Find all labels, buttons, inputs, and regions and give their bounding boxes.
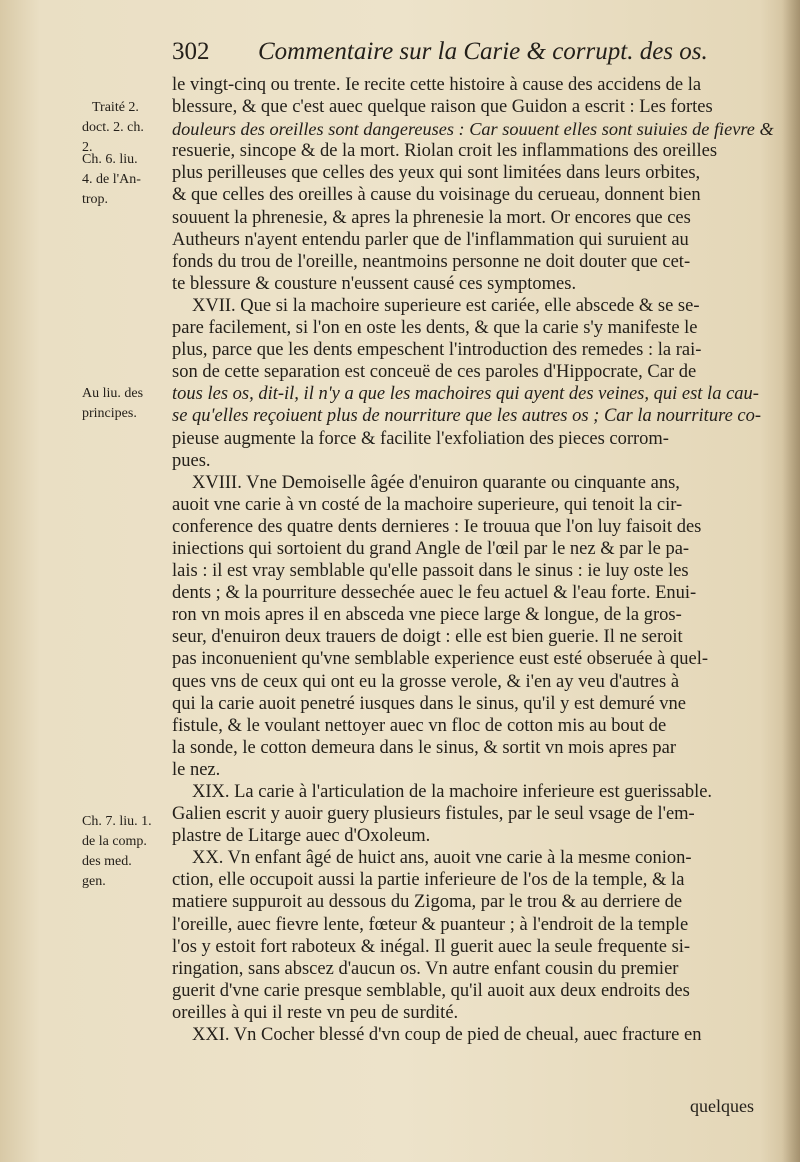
text-line: XVIII. Vne Demoiselle âgée d'enuiron quarante ou cinquante ans, <box>192 472 680 493</box>
margin-note-line: de la comp. <box>82 834 147 849</box>
text-line: tous les os, dit-il, il n'y a que les machoires qui ayent des veines, qui est la cau- <box>172 384 759 405</box>
margin-note-line: doct. 2. ch. <box>82 120 144 135</box>
text-line: le nez. <box>172 759 221 780</box>
text-line: lais : il est vray semblable qu'elle passoit dans le sinus : ie luy oste les <box>172 561 689 582</box>
text-line: plastre de Litarge auec d'Oxoleum. <box>172 826 431 847</box>
text-line: ction, elle occupoit aussi la partie inferieure de l'os de la temple, & la <box>172 870 685 891</box>
text-line: ringation, sans abscez d'aucun os. Vn autre enfant cousin du premier <box>172 958 679 979</box>
text-line: resuerie, sincope & de la mort. Riolan croit les inflammations des oreilles <box>172 141 718 162</box>
margin-note-line: des med. <box>82 854 132 869</box>
margin-note-line: trop. <box>82 192 109 207</box>
text-line: oreilles à qui il reste vn peu de surdité. <box>172 1002 459 1023</box>
margin-note-line: Au liu. des <box>82 386 144 401</box>
text-line: auoit vne carie à vn costé de la machoire superieure, qui tenoit la cir- <box>172 494 683 515</box>
margin-note-line: principes. <box>82 406 137 421</box>
text-line: douleurs des oreilles sont dangereuses : Car souuent elles sont suiuies de fievre & <box>172 119 774 140</box>
text-line: & que celles des oreilles à cause du voisinage du cerueau, donnent bien <box>172 185 701 206</box>
text-line: blessure, & que c'est auec quelque raison que Guidon a escrit : Les fortes <box>172 97 713 118</box>
text-line: son de cette separation est conceuë de ces paroles d'Hippocrate, Car de <box>172 362 697 383</box>
text-line: fonds du trou de l'oreille, neantmoins personne ne doit douter que cet- <box>172 251 691 272</box>
text-line: qui la carie auoit penetré iusques dans le sinus, qu'il y est demuré vne <box>172 693 686 714</box>
text-line: ques vns de ceux qui ont eu la grosse verole, & i'en ay veu d'autres à <box>172 671 680 692</box>
text-line: plus, parce que les dents empeschent l'introduction des remedes : la rai- <box>172 340 702 361</box>
page-header <box>172 38 732 72</box>
text-line: plus perilleuses que celles des yeux qui sont limitées dans leurs orbites, <box>172 163 701 184</box>
text-line: la sonde, le cotton demeura dans le sinus, & sortit vn mois apres par <box>172 737 677 758</box>
text-line: XIX. La carie à l'articulation de la machoire inferieure est guerissable. <box>192 782 713 802</box>
margin-note <box>82 812 164 892</box>
text-line: pas inconuenient qu'vne semblable experience eust esté obseruée à quel- <box>172 649 709 670</box>
text-line: XVII. Que si la machoire superieure est cariée, elle abscede & se se- <box>192 295 700 316</box>
text-line: pare facilement, si l'on en oste les dents, & que la carie s'y manifeste le <box>172 318 698 339</box>
text-line: XXI. Vn Cocher blessé d'vn coup de pied de cheual, auec fracture en <box>192 1025 702 1046</box>
text-line: conference des quatre dents dernieres : Ie trouua que l'on luy faisoit des <box>172 516 702 537</box>
text-line: te blessure & cousture n'eussent causé ces symptomes. <box>172 273 577 294</box>
text-line: fistule, & le voulant nettoyer auec vn floc de cotton mis au bout de <box>172 715 667 736</box>
margin-note-line: Ch. 7. liu. 1. <box>82 814 152 829</box>
margin-note-line: 4. de l'An- <box>82 172 141 187</box>
text-line: ron vn mois apres il en absceda vne piece large & longue, de la gros- <box>172 605 682 626</box>
text-line: se qu'elles reçoiuent plus de nourriture que les autres os ; Car la nourriture co- <box>172 406 762 427</box>
text-line: XX. Vn enfant âgé de huict ans, auoit vne carie à la mesme conion- <box>192 848 692 869</box>
text-line: pues. <box>172 450 211 471</box>
margin-note-line: 2. <box>82 140 93 155</box>
catchword: quelques <box>690 1096 754 1116</box>
text-line: souuent la phrenesie, & apres la phrenesie la mort. Or encores que ces <box>172 207 691 228</box>
main-text <box>172 74 774 1046</box>
text-line: l'oreille, auec fievre lente, fœteur & puanteur ; à l'endroit de la temple <box>172 914 689 935</box>
page-number: 302 <box>172 38 210 65</box>
text-line: guerit d'vne carie presque semblable, qu'il auoit aux deux endroits des <box>172 980 690 1001</box>
margin-note <box>82 98 164 158</box>
margin-note <box>82 384 164 424</box>
text-line: dents ; & la pourriture dessechée auec le feu actuel & l'eau forte. Enui- <box>172 583 697 604</box>
running-title: Commentaire sur la Carie & corrupt. des os. <box>258 38 708 65</box>
margin-note-line: Traité 2. <box>92 100 139 115</box>
text-line: le vingt-cinq ou trente. Ie recite cette histoire à cause des accidens de la <box>172 75 702 95</box>
margin-note <box>82 150 164 210</box>
text-line: matiere suppuroit au dessous du Zigoma, par le trou & au derriere de <box>172 892 683 913</box>
text-line: l'os y estoit fort raboteux & inégal. Il guerit auec la seule frequente si- <box>172 936 691 957</box>
text-line: seur, d'enuiron deux trauers de doigt : elle est bien guerie. Il ne seroit <box>172 627 683 648</box>
page-gutter-shadow <box>782 0 800 1162</box>
text-line: Galien escrit y auoir guery plusieurs fistules, par le seul vsage de l'em- <box>172 804 695 825</box>
text-line: Autheurs n'ayent entendu parler que de l'inflammation qui suruient au <box>172 229 689 250</box>
margin-note-line: gen. <box>82 874 106 889</box>
text-line: pieuse augmente la force & facilite l'exfoliation des pieces corrom- <box>172 428 669 449</box>
text-line: iniections qui sortoient du grand Angle de l'œil par le nez & par le pa- <box>172 538 690 559</box>
margin-note-line: Ch. 6. liu. <box>82 152 138 167</box>
